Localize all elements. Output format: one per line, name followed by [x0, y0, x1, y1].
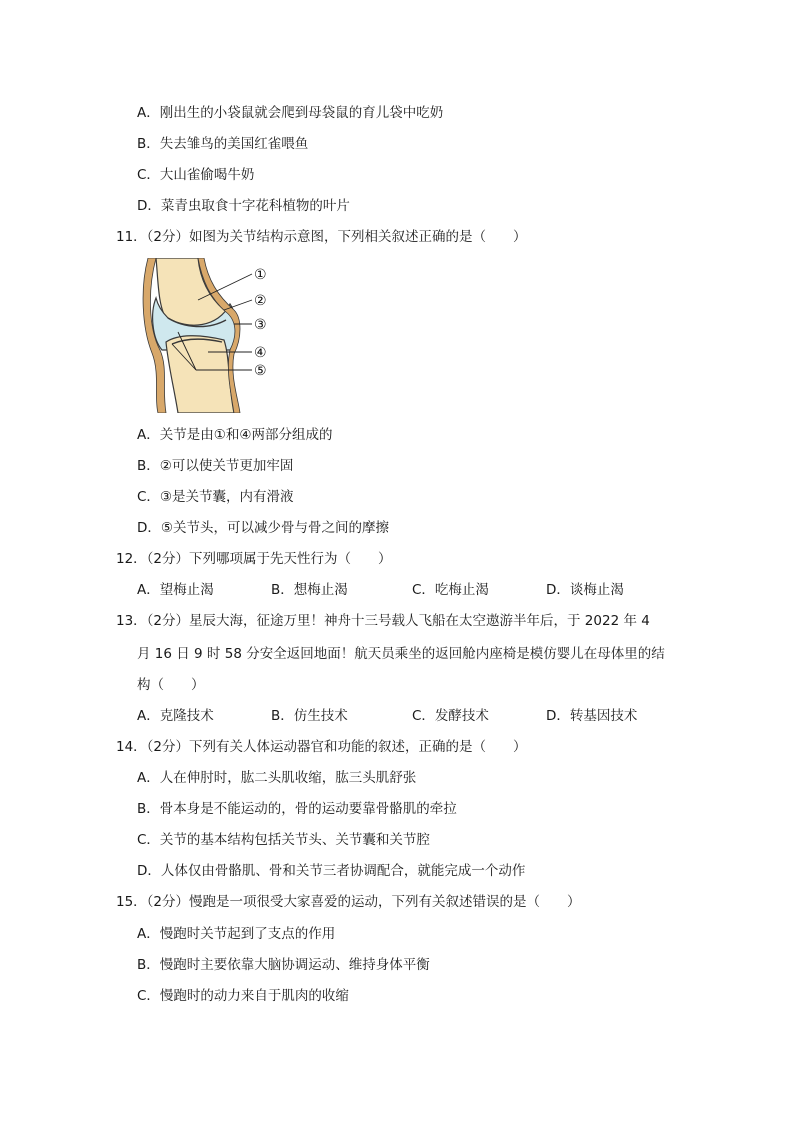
- label-2: ②: [254, 293, 267, 309]
- q12-option-a: A．望梅止渴: [137, 582, 214, 598]
- joint-structure-diagram: [138, 258, 278, 413]
- q14-option-b: B．骨本身是不能运动的，骨的运动要靠骨骼肌的牵拉: [137, 801, 457, 817]
- label-4: ④: [254, 345, 267, 361]
- q12-options-row: [137, 581, 697, 599]
- q15-option-b: B．慢跑时主要依靠大脑协调运动、维持身体平衡: [137, 957, 430, 973]
- q13-stem-line-1: 13．（2分）星辰大海，征途万里！神舟十三号载人飞船在太空遨游半年后，于 2022 年 4: [116, 613, 650, 629]
- label-3: ③: [254, 317, 267, 333]
- q13-stem-line-2: 月 16 日 9 时 58 分安全返回地面！航天员乘坐的返回舱内座椅是模仿婴儿在母体里的结: [137, 646, 665, 662]
- q13-stem-line-3: 构（ ）: [137, 677, 205, 693]
- q12-option-b: B．想梅止渴: [271, 582, 348, 598]
- q13-option-a: A．克隆技术: [137, 708, 214, 724]
- label-5: ⑤: [254, 363, 267, 379]
- q15-stem: 15．（2分）慢跑是一项很受大家喜爱的运动，下列有关叙述错误的是（ ）: [116, 894, 581, 910]
- q14-stem: 14．（2分）下列有关人体运动器官和功能的叙述，正确的是（ ）: [116, 739, 527, 755]
- q12-option-c: C．吃梅止渴: [412, 582, 489, 598]
- q13-options-row: [137, 707, 697, 725]
- q11-option-d: D．⑤关节头，可以减少骨与骨之间的摩擦: [137, 520, 389, 536]
- q10-option-a: A．刚出生的小袋鼠就会爬到母袋鼠的育儿袋中吃奶: [137, 105, 444, 121]
- q15-option-c: C．慢跑时的动力来自于肌肉的收缩: [137, 988, 349, 1004]
- q10-option-d: D．菜青虫取食十字花科植物的叶片: [137, 198, 350, 214]
- q14-option-c: C．关节的基本结构包括关节头、关节囊和关节腔: [137, 832, 430, 848]
- q14-option-d: D．人体仅由骨骼肌、骨和关节三者协调配合，就能完成一个动作: [137, 863, 526, 879]
- q11-option-b: B．②可以使关节更加牢固: [137, 458, 294, 474]
- lower-bone: [166, 336, 234, 413]
- q10-option-c: C．大山雀偷喝牛奶: [137, 167, 255, 183]
- q13-option-c: C．发酵技术: [412, 708, 489, 724]
- q11-option-a: A．关节是由①和④两部分组成的: [137, 427, 333, 443]
- q11-stem: 11．（2分）如图为关节结构示意图，下列相关叙述正确的是（ ）: [116, 229, 527, 245]
- q13-option-b: B．仿生技术: [271, 708, 348, 724]
- q10-option-b: B．失去雏鸟的美国红雀喂鱼: [137, 136, 309, 152]
- q12-stem: 12．（2分）下列哪项属于先天性行为（ ）: [116, 551, 392, 567]
- q11-option-c: C．③是关节囊，内有滑液: [137, 489, 294, 505]
- q13-option-d: D．转基因技术: [546, 708, 638, 724]
- q12-option-d: D．谈梅止渴: [546, 582, 624, 598]
- label-1: ①: [254, 267, 267, 283]
- q15-option-a: A．慢跑时关节起到了支点的作用: [137, 926, 336, 942]
- q14-option-a: A．人在伸肘时，肱二头肌收缩，肱三头肌舒张: [137, 770, 417, 786]
